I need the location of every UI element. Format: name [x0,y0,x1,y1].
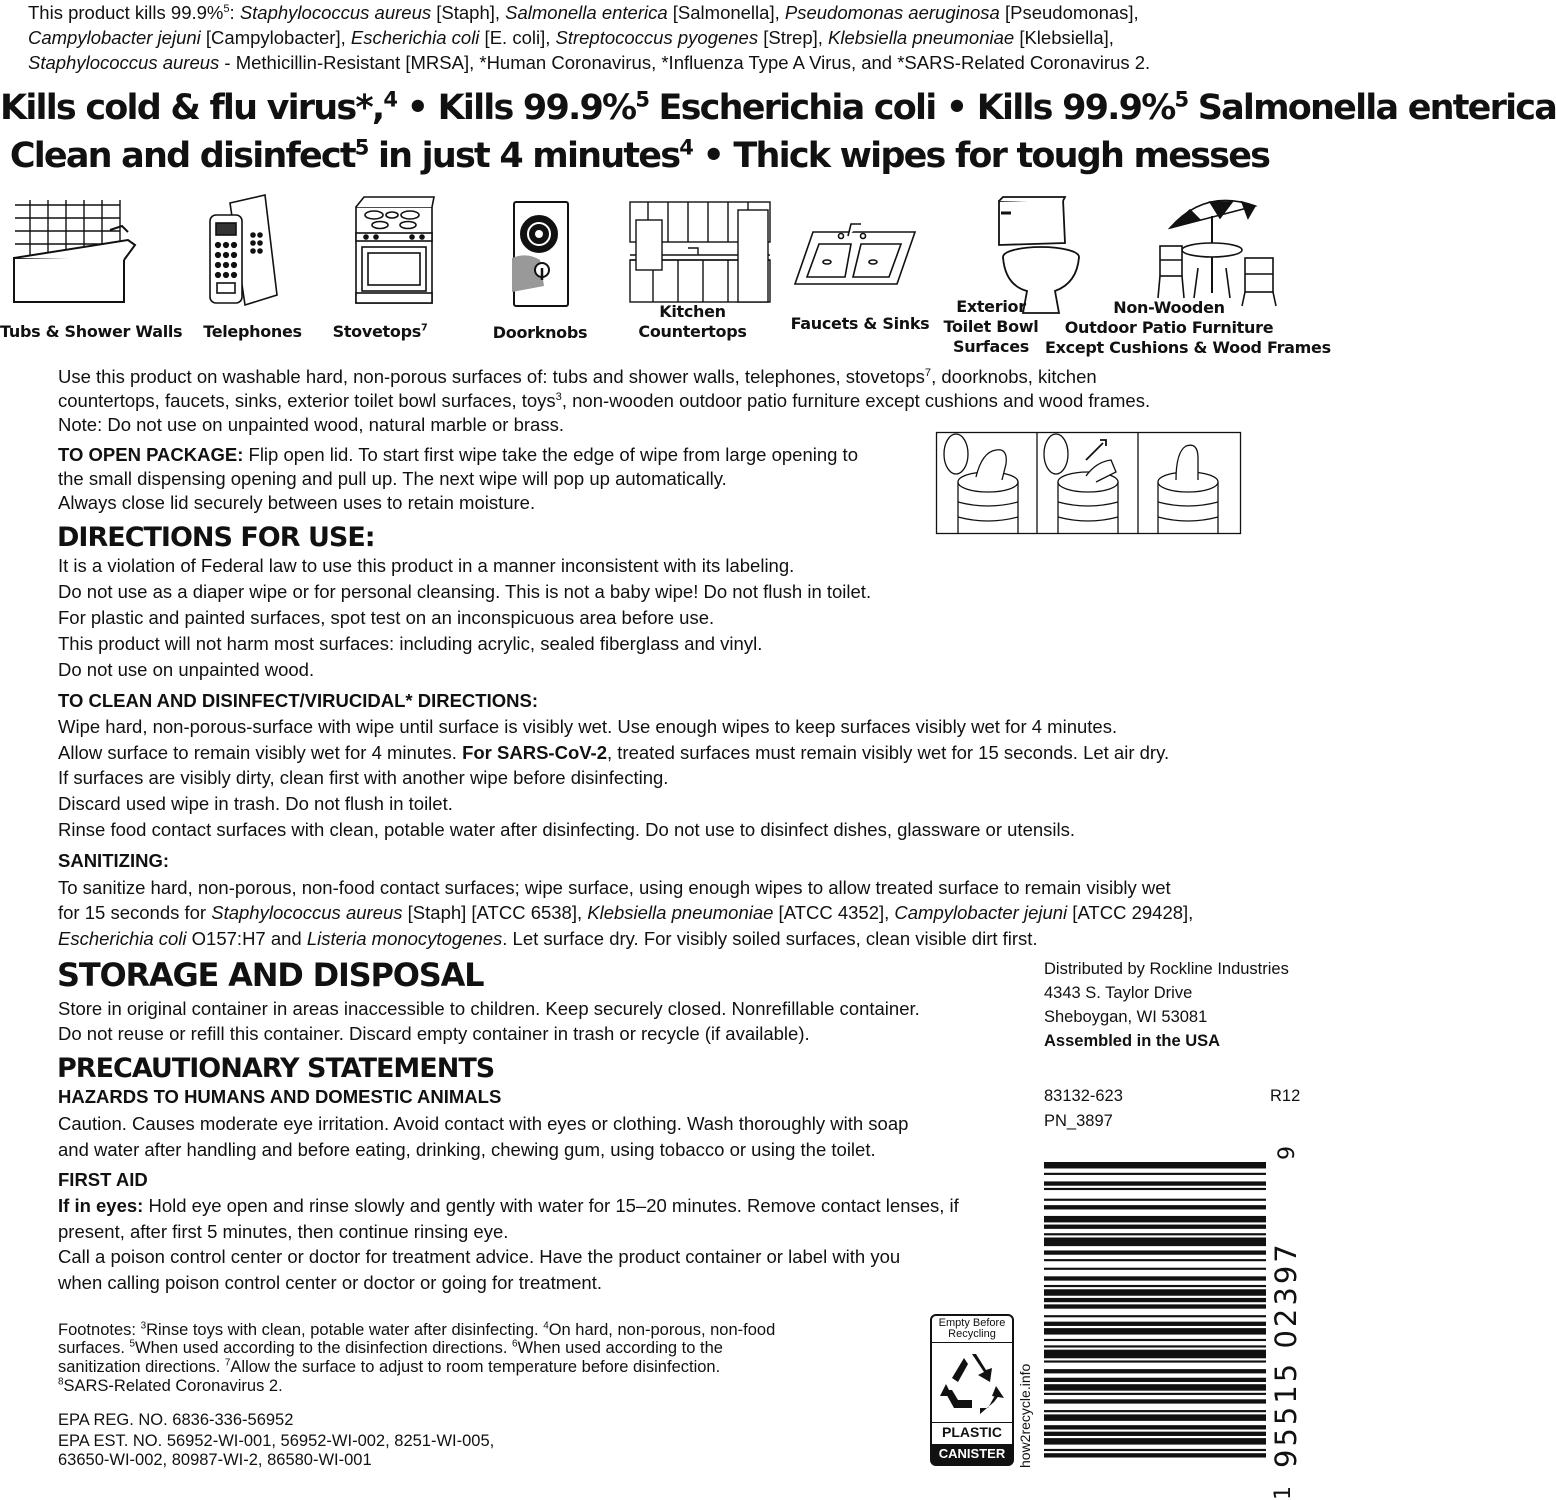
stove-icon [352,195,437,307]
barcode-bar [1044,1250,1266,1254]
barcode-bar [1044,1268,1266,1270]
barcode [1044,1162,1300,1464]
precaution-line: and water after handling and before eating, drinking, chewing gum, using tobacco or using the toilet. [58,1139,876,1160]
storage-line: Store in original container in areas inaccessible to children. Keep securely closed. Nonrefillable container. [58,998,920,1019]
surface-label-toilet: Exterior Toilet Bowl Surfaces [943,297,1039,356]
barcode-bar [1044,1328,1266,1334]
surface-label-doorknobs: Doorknobs [492,323,588,342]
barcode-bar [1044,1399,1266,1403]
footnotes-line: Footnotes: $^3$Rinse toys with clean, potable water after disinfecting. $^4$On hard, non-porous, non-food [58,1320,776,1339]
first-aid-title: FIRST AID [58,1169,148,1190]
barcode-bar [1044,1345,1266,1347]
sink-icon [793,222,918,292]
barcode-bar [1044,1438,1266,1444]
barcode-bar [1044,1453,1266,1457]
storage-line: Do not reuse or refill this container. Discard empty container in trash or recycle (if available). [58,1023,810,1044]
barcode-bar [1044,1322,1266,1326]
precaution-line: Caution. Causes moderate eye irritation. Avoid contact with eyes or clothing. Wash thoroughly with soap [58,1113,909,1134]
distributor-line: Sheboygan, WI 53081 [1044,1008,1208,1026]
directions-title: DIRECTIONS FOR USE: [57,522,375,553]
barcode-bar [1044,1276,1266,1280]
recycle-instruction: Empty Before Recycling [938,1317,1006,1340]
barcode-bar [1044,1369,1266,1373]
sanitizing-line: for 15 seconds for Staphylococcus aureus [Staph] [ATCC 6538], Klebsiella pneumoniae [ATCC 4352], Campylobacter jejuni [ATCC 29428], [58,902,1194,923]
barcode-bar [1044,1432,1266,1436]
distributor-line: 4343 S. Taylor Drive [1044,984,1193,1002]
sanitizing-title: SANITIZING: [58,850,169,871]
clean-title: TO CLEAN AND DISINFECT/VIRUCIDAL* DIRECTIONS: [58,690,538,711]
first-aid-line: when calling poison control center or doctor or going for treatment. [58,1272,602,1293]
sanitizing-line: Escherichia coli O157:H7 and Listeria monocytogenes. Let surface dry. For visibly soiled surfaces, clean visible dirt first. [58,928,1038,949]
epa-est: 63650-WI-002, 80987-WI-2, 86580-WI-001 [58,1451,372,1469]
barcode-bar [1044,1162,1266,1168]
precaution-title: PRECAUTIONARY STATEMENTS [57,1053,495,1084]
clean-line: Allow surface to remain visibly wet for 4 minutes. For SARS-CoV-2, treated surfaces must remain visibly wet for 15 seconds. Let air dry. [58,742,1170,763]
clean-line: Rinse food contact surfaces with clean, potable water after disinfecting. Do not use to disinfect dishes, glassware or utensils. [58,819,1076,840]
doorknob-icon [512,200,572,310]
barcode-bar [1044,1289,1266,1295]
headline-line-1: Kills cold & flu virus*,$^4$ • Kills 99.9%$^5$ Escherichia coli • Kills 99.9%$^5$ Salmonella enterica [0,87,1556,128]
barcode-digits: 95515 02397 [1269,1241,1303,1468]
recycle-website: how2recycle.info [1017,1363,1033,1468]
patio-furniture-icon [1150,188,1280,306]
use-line-2: countertops, faucets, sinks, exterior toilet bowl surfaces, toys$^3$, non-wooden outdoor patio furniture except cushions and wood frames. [58,390,1151,411]
distributor-line: Distributed by Rockline Industries [1044,960,1289,978]
barcode-bar [1044,1225,1266,1229]
part-number: PN_3897 [1044,1112,1113,1130]
bathtub-icon [10,200,140,305]
intro-line-1: This product kills 99.9%$^5$: Staphylococcus aureus [Staph], Salmonella enterica [Salmonella], Pseudomonas aeruginosa [Pseudomonas], [28,2,1139,23]
barcode-bar [1044,1216,1266,1222]
surface-label-kitchen: Kitchen Countertops [638,302,747,341]
clean-line: Discard used wipe in trash. Do not flush in toilet. [58,793,453,814]
storage-title: STORAGE AND DISPOSAL [57,956,484,994]
directions-line: Do not use on unpainted wood. [58,659,315,680]
recycle-container-type: CANISTER [932,1444,1012,1464]
open-package-line-3: Always close lid securely between uses to retain moisture. [58,492,536,513]
barcode-bar [1044,1205,1266,1209]
open-package-illustration [936,432,1241,534]
surface-label-telephones: Telephones [203,322,302,341]
barcode-bar [1044,1259,1266,1261]
intro-line-3: Staphylococcus aureus - Methicillin-Resistant [MRSA], *Human Coronavirus, *Influenza Type A Virus, and *SARS-Related Coronavirus 2. [28,52,1151,73]
directions-line: For plastic and painted surfaces, spot test on an inconspicuous area before use. [58,607,715,628]
barcode-bar [1044,1233,1266,1235]
surface-label-faucets: Faucets & Sinks [790,314,930,333]
epa-est: EPA EST. NO. 56952-WI-001, 56952-WI-002, 8251-WI-005, [58,1432,495,1450]
barcode-check-digit: 9 [1275,1146,1300,1160]
first-aid-line: If in eyes: Hold eye open and rinse slowly and gently with water for 15–20 minutes. Remove contact lenses, if [58,1195,959,1216]
assembled-label: Assembled in the USA [1044,1032,1221,1050]
barcode-bar [1044,1384,1266,1390]
barcode-bar [1044,1339,1266,1341]
barcode-bar [1044,1285,1266,1287]
barcode-bar [1044,1304,1266,1308]
clean-line: Wipe hard, non-porous-surface with wipe until surface is visibly wet. Use enough wipes to keep surfaces visibly wet for 4 minutes. [58,716,1118,737]
footnotes-line: $^8$SARS-Related Coronavirus 2. [58,1376,283,1395]
barcode-bar [1044,1181,1266,1185]
intro-line-2: Campylobacter jejuni [Campylobacter], Escherichia coli [E. coli], Streptococcus pyogenes [Strep], Klebsiella pneumoniae [Klebsiella], [28,27,1114,48]
barcode-bar [1044,1238,1266,1247]
recycle-label [930,1314,1014,1466]
headline-line-2: Clean and disinfect$^5$ in just 4 minutes$^4$ • Thick wipes for tough messes [9,135,1270,176]
precaution-subtitle: HAZARDS TO HUMANS AND DOMESTIC ANIMALS [58,1086,502,1107]
barcode-left-digit: 1 [1271,1486,1296,1500]
barcode-bar [1044,1360,1266,1362]
sanitizing-line: To sanitize hard, non-porous, non-food contact surfaces; wipe surface, using enough wipes to allow treated surface to remain visibly wet [58,877,1171,898]
barcode-bar [1044,1199,1266,1201]
surface-label-tubs: Tubs & Shower Walls [0,322,183,341]
barcode-bar [1044,1378,1266,1382]
open-package-line-1: TO OPEN PACKAGE: Flip open lid. To start first wipe take the edge of wipe from large opening to [58,444,858,465]
kitchen-icon [628,200,773,305]
barcode-bar [1044,1425,1266,1429]
barcode-bar [1044,1298,1266,1302]
barcode-bar [1044,1315,1266,1317]
barcode-bar [1044,1410,1266,1412]
telephone-icon [205,195,280,310]
directions-line: This product will not harm most surfaces: including acrylic, sealed fiberglass and vinyl. [58,633,763,654]
first-aid-line: Call a poison control center or doctor for treatment advice. Have the product container or label with you [58,1246,901,1267]
recycle-material: PLASTIC [942,1424,1002,1440]
surface-label-stovetops: Stovetops$^7$ [332,322,428,341]
footnotes-line: surfaces. $^5$When used according to the disinfection directions. $^6$When used according to the [58,1338,723,1357]
directions-line: It is a violation of Federal law to use this product in a manner inconsistent with its labeling. [58,555,795,576]
barcode-bar [1044,1449,1266,1451]
use-note: Note: Do not use on unpainted wood, natural marble or brass. [58,414,564,435]
first-aid-line: present, after first 5 minutes, then continue rinsing eye. [58,1221,509,1242]
open-package-line-2: the small dispensing opening and pull up. The next wipe will pop up automatically. [58,468,727,489]
epa-reg: EPA REG. NO. 6836-336-56952 [58,1411,294,1429]
barcode-bar [1044,1414,1266,1420]
use-line-1: Use this product on washable hard, non-porous surfaces of: tubs and shower walls, telephones, stovetops$^7$, doorknobs, kitchen [58,366,1097,387]
footnotes-line: sanitization directions. $^7$Allow the surface to adjust to room temperature before disinfection. [58,1357,721,1376]
surface-label-patio: Non-Wooden Outdoor Patio Furniture Except Cushions & Wood Frames [1045,298,1331,357]
recycle-icon [938,1350,1006,1418]
barcode-bar [1044,1393,1266,1395]
barcode-bar [1044,1173,1266,1175]
barcode-bar [1044,1188,1266,1190]
clean-line: If surfaces are visibly dirty, clean first with another wipe before disinfecting. [58,767,669,788]
directions-line: Do not use as a diaper wipe or for personal cleansing. This is not a baby wipe! Do not flush in toilet. [58,581,872,602]
revision-code: R12 [1270,1087,1301,1105]
barcode-bar [1044,1350,1266,1359]
product-code: 83132-623 [1044,1087,1123,1105]
